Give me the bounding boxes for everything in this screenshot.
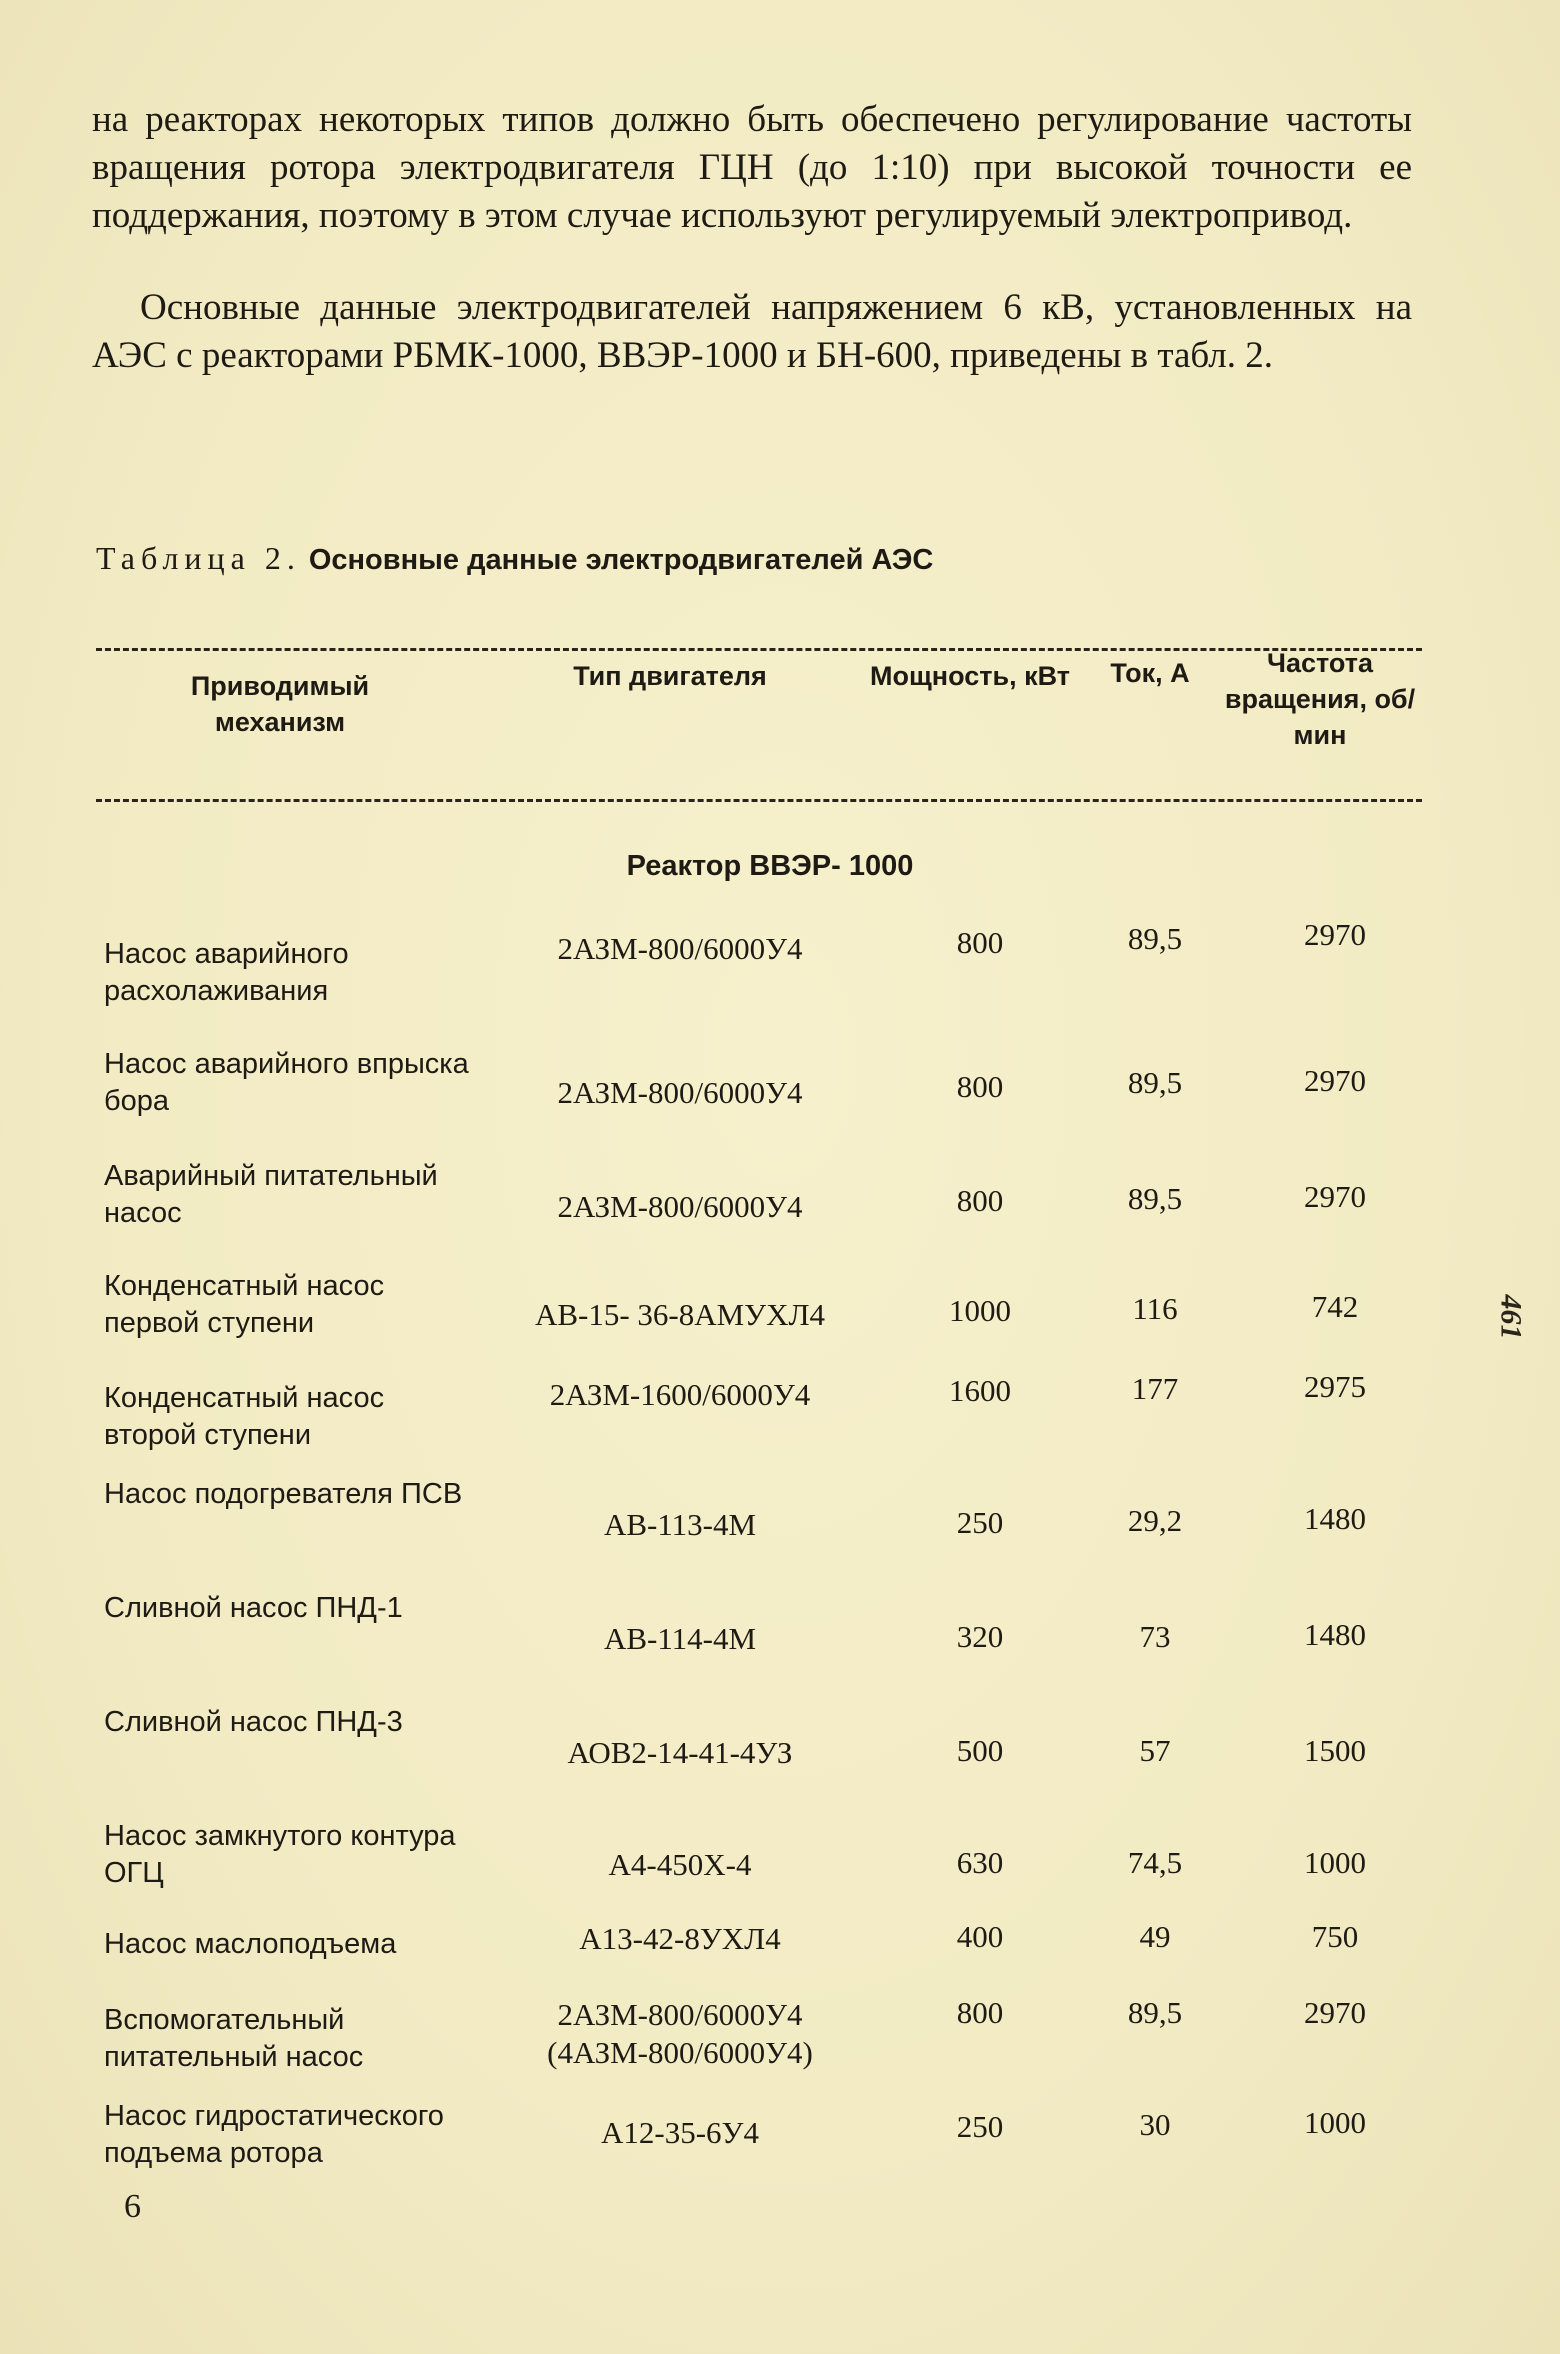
cell-power: 250 xyxy=(956,1505,1004,1540)
cell-type: А4-450Х-4 xyxy=(608,1847,752,1882)
cell-current: 89,5 xyxy=(1127,921,1183,956)
cell-speed: 1500 xyxy=(1304,1733,1366,1768)
cell-type: АВ-114-4М xyxy=(603,1621,757,1656)
page-number: 6 xyxy=(124,2188,141,2225)
paragraph-2: Основные данные электродвигателей напряжением 6 кВ, установленных на АЭС с реакторами РБМК-1000, ВВЭР-1000 и БН-600, приведены в табл. 2. xyxy=(92,287,1412,376)
cell-current: 49 xyxy=(1139,1919,1171,1954)
header-type: Тип двигателя xyxy=(573,661,767,691)
cell-current: 74,5 xyxy=(1127,1845,1183,1880)
cell-current: 30 xyxy=(1139,2107,1171,2142)
cell-power: 500 xyxy=(956,1733,1004,1768)
header-power: Мощность, кВт xyxy=(870,661,1070,691)
cell-current: 57 xyxy=(1139,1733,1171,1768)
cell-speed: 1000 xyxy=(1304,2105,1366,2140)
table-header-rule xyxy=(96,799,1422,802)
cell-power: 250 xyxy=(956,2109,1004,2144)
cell-mechanism: Сливной насос ПНД-1 xyxy=(104,1592,403,1624)
cell-type: А12-35-6У4 xyxy=(601,2115,759,2150)
cell-power: 1000 xyxy=(949,1293,1011,1328)
cell-mechanism: Вспомогательный питательный насос xyxy=(104,2004,364,2073)
cell-mechanism: Насос аварийного расхолаживания xyxy=(104,938,349,1007)
cell-mechanism: Насос маслоподъема xyxy=(104,1928,397,1960)
cell-mechanism: Аварийный питательный насос xyxy=(104,1160,438,1229)
cell-speed: 2970 xyxy=(1304,1995,1366,2030)
table-caption-title: Основные данные электродвигателей АЭС xyxy=(308,544,934,576)
cell-power: 400 xyxy=(956,1919,1004,1954)
table-caption xyxy=(96,540,933,577)
cell-speed: 2970 xyxy=(1304,917,1366,952)
cell-speed: 2970 xyxy=(1304,1063,1366,1098)
cell-speed: 742 xyxy=(1311,1289,1359,1324)
cell-current: 89,5 xyxy=(1127,1065,1183,1100)
cell-type: 2АЗМ-800/6000У4 xyxy=(557,931,803,966)
paragraph-1: на реакторах некоторых типов должно быть обеспечено регулирование частоты вращения ротора электродвигателя ГЦН (до 1:10) при высокой точности ее поддержания, поэтому в этом случае используют регулируемый электропривод. xyxy=(92,99,1412,236)
cell-type: 2АЗМ-800/6000У4 xyxy=(557,1075,803,1110)
margin-handwritten-mark: 461 xyxy=(1494,1294,1528,1340)
cell-current: 89,5 xyxy=(1127,1181,1183,1216)
cell-speed: 750 xyxy=(1311,1919,1359,1954)
table-caption-lead: Таблица 2. xyxy=(96,540,301,576)
header-speed: Частота вращения, об/мин xyxy=(1224,648,1416,750)
cell-mechanism: Насос подогревателя ПСВ xyxy=(104,1478,463,1510)
cell-power: 800 xyxy=(956,1069,1004,1104)
cell-speed: 2975 xyxy=(1304,1369,1366,1404)
cell-power: 800 xyxy=(956,1183,1004,1218)
cell-type: 2АЗМ-800/6000У4 (4АЗМ-800/6000У4) xyxy=(547,1997,813,2070)
cell-mechanism: Конденсатный насос первой ступени xyxy=(104,1270,385,1339)
cell-speed: 1480 xyxy=(1304,1617,1366,1652)
cell-current: 73 xyxy=(1139,1619,1171,1654)
cell-current: 177 xyxy=(1131,1371,1179,1406)
cell-type: 2АЗМ-1600/6000У4 xyxy=(549,1377,811,1412)
cell-type: АВ-15- 36-8АМУХЛ4 xyxy=(534,1297,826,1332)
cell-mechanism: Сливной насос ПНД-3 xyxy=(104,1706,403,1738)
cell-current: 116 xyxy=(1132,1291,1178,1326)
cell-power: 630 xyxy=(956,1845,1004,1880)
header-current: Ток, А xyxy=(1110,658,1190,688)
cell-current: 29,2 xyxy=(1127,1503,1183,1538)
cell-type: АОВ2-14-41-4УЗ xyxy=(567,1735,793,1770)
cell-power: 1600 xyxy=(949,1373,1011,1408)
section-title: Реактор ВВЭР- 1000 xyxy=(626,850,914,882)
cell-power: 800 xyxy=(956,1995,1004,2030)
cell-speed: 2970 xyxy=(1304,1179,1366,1214)
cell-mechanism: Насос аварийного впрыска бора xyxy=(104,1048,469,1117)
cell-type: А13-42-8УХЛ4 xyxy=(579,1921,781,1956)
cell-type: АВ-113-4М xyxy=(603,1507,757,1542)
header-mechanism: Приводимый механизм xyxy=(190,671,370,737)
cell-mechanism: Насос замкнутого контура ОГЦ xyxy=(104,1820,456,1889)
cell-type: 2АЗМ-800/6000У4 xyxy=(557,1189,803,1224)
cell-current: 89,5 xyxy=(1127,1995,1183,2030)
cell-power: 800 xyxy=(956,925,1004,960)
cell-mechanism: Конденсатный насос второй ступени xyxy=(104,1382,385,1451)
cell-mechanism: Насос гидростатического подъема ротора xyxy=(104,2100,444,2169)
cell-speed: 1000 xyxy=(1304,1845,1366,1880)
cell-speed: 1480 xyxy=(1304,1501,1366,1536)
cell-power: 320 xyxy=(956,1619,1004,1654)
